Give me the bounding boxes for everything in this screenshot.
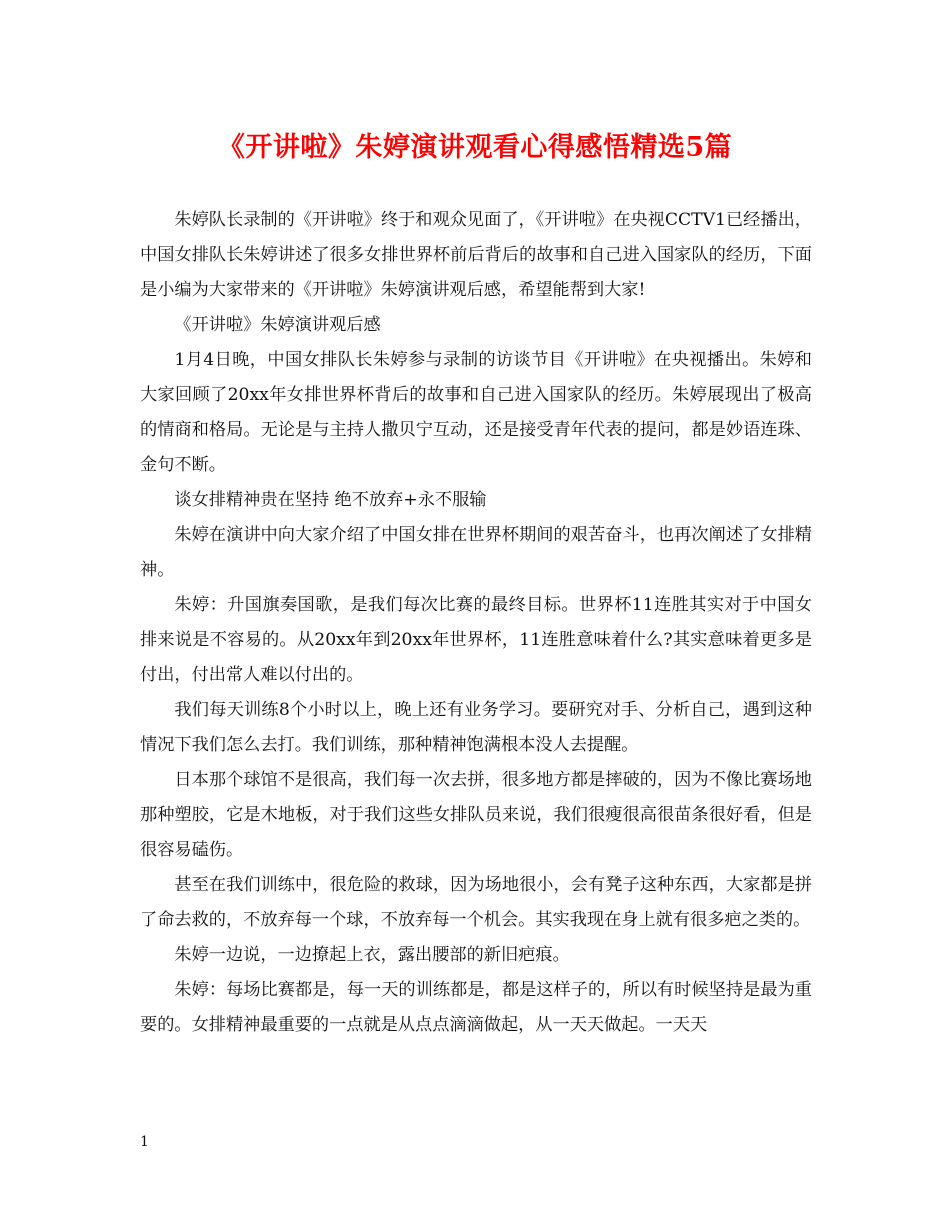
paragraph: 1月4日晚，中国女排队长朱婷参与录制的访谈节目《开讲啦》在央视播出。朱婷和大家回顾了20xx年女排世界杯背后的故事和自己进入国家队的经历。朱婷展现出了极高的情商和格局。无论是与主持人撒贝宁互动，还是接受青年代表的提问，都是妙语连珠、金句不断。 — [140, 350, 812, 475]
paragraph: 朱婷：每场比赛都是，每一天的训练都是，都是这样子的，所以有时候坚持是最为重要的。女排精神最重要的一点就是从点点滴滴做起，从一天天做起。一天天 — [140, 980, 812, 1035]
paragraph: 朱婷：升国旗奏国歌，是我们每次比赛的最终目标。世界杯11连胜其实对于中国女排来说是不容易的。从20xx年到20xx年世界杯，11连胜意味着什么?其实意味着更多是付出，付出常人难以付出的。 — [140, 595, 812, 685]
paragraph: 甚至在我们训练中，很危险的救球，因为场地很小，会有凳子这种东西，大家都是拼了命去救的，不放弃每一个球，不放弃每一个机会。其实我现在身上就有很多疤之类的。 — [140, 875, 812, 930]
document-title: 《开讲啦》朱婷演讲观看心得感悟精选5篇 — [217, 132, 733, 163]
paragraph: 朱婷一边说，一边撩起上衣，露出腰部的新旧疤痕。 — [174, 945, 570, 965]
paragraph: 朱婷在演讲中向大家介绍了中国女排在世界杯期间的艰苦奋斗，也再次阐述了女排精神。 — [140, 525, 812, 580]
paragraph: 《开讲啦》朱婷演讲观后感 — [174, 315, 381, 335]
paragraph: 谈女排精神贵在坚持 绝不放弃+永不服输 — [174, 490, 487, 510]
paragraph: 朱婷队长录制的《开讲啦》终于和观众见面了，《开讲啦》在央视CCTV1已经播出，中国女排队长朱婷讲述了很多女排世界杯前后背后的故事和自己进入国家队的经历，下面是小编为大家带来的《开讲啦》朱婷演讲观后感，希望能帮到大家! — [140, 210, 812, 300]
page-number: 1 — [140, 1134, 149, 1150]
document-body — [140, 203, 812, 1043]
paragraph: 我们每天训练8个小时以上，晚上还有业务学习。要研究对手、分析自己，遇到这种情况下我们怎么去打。我们训练，那种精神饱满根本没人去提醒。 — [140, 700, 812, 755]
paragraph: 日本那个球馆不是很高，我们每一次去拼，很多地方都是摔破的，因为不像比赛场地那种塑胶，它是木地板，对于我们这些女排队员来说，我们很瘦很高很苗条很好看，但是很容易磕伤。 — [140, 770, 812, 860]
